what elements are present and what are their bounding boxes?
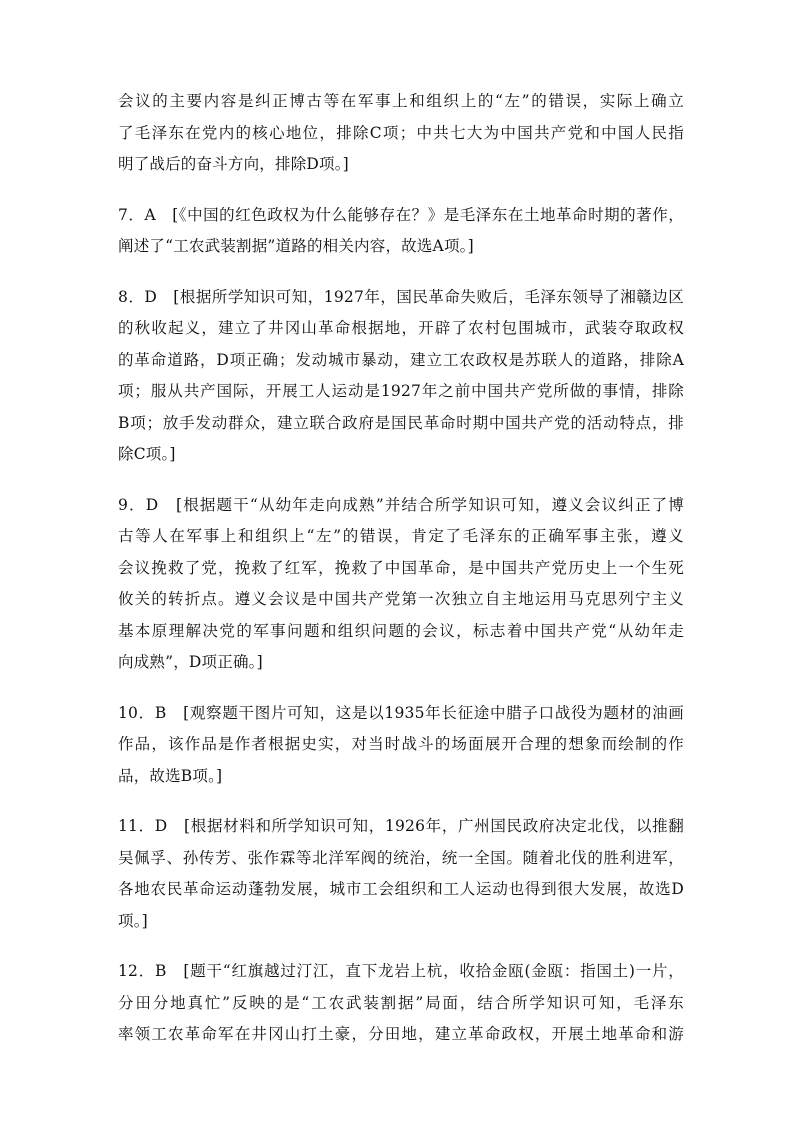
answer-11 — [118, 811, 684, 937]
text-line: 阐述了“工农武装割据”道路的相关内容，故选A项。] — [118, 237, 474, 255]
text-line: 除C项。] — [118, 445, 176, 463]
text-line: 品，故选B项。] — [118, 766, 223, 785]
text-line: 9．D [根据题干“从幼年走向成熟”并结合所学知识可知，遵义会议纠正了博 — [118, 495, 684, 514]
text-line: 会议的主要内容是纠正博古等在军事上和组织上的“左”的错误，实际上确立 — [118, 92, 684, 110]
text-line: 作品，该作品是作者根据史实，对当时战斗的场面展开合理的想象而绘制的作 — [118, 735, 684, 753]
text-line: 向成熟”，D项正确。] — [118, 653, 263, 671]
answer-12 — [118, 956, 684, 1051]
answer-8 — [118, 282, 684, 471]
text-line: 吴佩孚、孙传芳、张作霖等北洋军阀的统治，统一全国。随着北伐的胜利进军， — [118, 848, 684, 867]
answer-page — [118, 86, 684, 1070]
text-line: 会议挽救了党，挽救了红军，挽救了中国革命，是中国共产党历史上一个生死 — [118, 558, 684, 577]
text-line: 10．B [观察题干图片可知，这是以1935年长征途中腊子口战役为题材的油画 — [118, 703, 684, 722]
text-line: 项。] — [118, 911, 148, 930]
text-line: 分田分地真忙”反映的是“工农武装割据”局面，结合所学知识可知，毛泽东 — [118, 993, 684, 1012]
text-line: 11．D [根据材料和所学知识可知，1926年，广州国民政府决定北伐，以推翻 — [118, 817, 684, 835]
text-line: 的秋收起义，建立了井冈山革命根据地，开辟了农村包围城市，武装夺取政权 — [118, 319, 684, 337]
text-line: 攸关的转折点。遵义会议是中国共产党第一次独立自主地运用马克思列宁主义 — [118, 590, 684, 608]
text-line: 基本原理解决党的军事问题和组织问题的会议，标志着中国共产党“从幼年走 — [118, 621, 684, 640]
text-line: 项；服从共产国际，开展工人运动是1927年之前中国共产党所做的事情，排除 — [118, 382, 684, 400]
answer-9 — [118, 490, 684, 679]
text-line: 12．B [题干“红旗越过汀江，直下龙岩上杭，收拾金瓯(金瓯：指国土)一片， — [118, 962, 684, 980]
text-line: 了毛泽东在党内的核心地位，排除C项；中共七大为中国共产党和中国人民指 — [118, 123, 684, 142]
answer-continuation — [118, 86, 684, 181]
text-line: B项；放手发动群众，建立联合政府是国民革命时期中国共产党的活动特点，排 — [118, 413, 684, 432]
text-line: 各地农民革命运动蓬勃发展，城市工会组织和工人运动也得到很大发展，故选D — [118, 880, 684, 898]
text-line: 率领工农革命军在井冈山打土豪，分田地，建立革命政权，开展土地革命和游 — [118, 1025, 684, 1043]
text-line: 8．D [根据所学知识可知，1927年，国民革命失败后，毛泽东领导了湘赣边区 — [118, 287, 684, 306]
text-line: 的革命道路，D项正确；发动城市暴动，建立工农政权是苏联人的道路，排除A — [118, 350, 684, 369]
answer-7 — [118, 200, 684, 263]
answer-10 — [118, 698, 684, 793]
text-line: 古等人在军事上和组织上“左”的错误，肯定了毛泽东的正确军事主张，遵义 — [118, 527, 684, 545]
text-line: 明了战后的奋斗方向，排除D项。] — [118, 155, 349, 173]
text-line: 7．A [《中国的红色政权为什么能够存在？》是毛泽东在土地革命时期的著作， — [118, 205, 684, 224]
